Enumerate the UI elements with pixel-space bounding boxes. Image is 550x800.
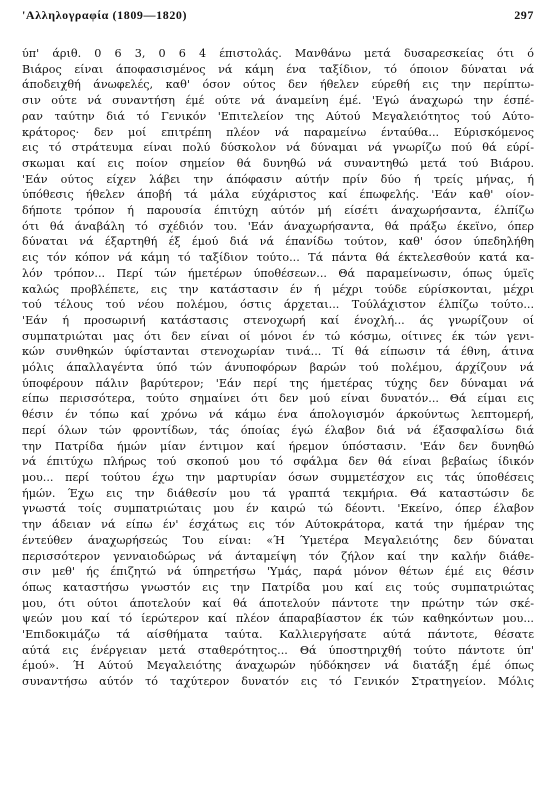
- text-line: περί όλων τών φροντίδων, τάς όποίας έγώ έλαβον διά νά έξασφαλίσω διά: [22, 423, 534, 437]
- text-line: ύπόθεσις ήθελεν άποβή τά μάλα εύχάριστος καί έπωφελής. 'Εάν καθ' οίον-: [22, 188, 534, 202]
- text-line: θέσιν έν τόπω καί χρόνω νά κάμω ένα άπολογισμόν άρκούντως λεπτομερή,: [22, 408, 534, 422]
- text-line: Βιάρος είναι άποφασισμένος νά κάμη ένα ταξίδιον, τό όποιον δύναται νά: [22, 62, 534, 76]
- text-line: σκωμαι καί εις ποίον σημείον θά δυνηθώ νά συναντηθώ μετά τού Βιάρου.: [22, 156, 534, 170]
- text-line: περισσότερον γενναιοδώρως νά άνταμείψη τόν ζήλον καί την καλήν διάθε-: [22, 549, 534, 563]
- text-line: εις τό στράτευμα είναι πολύ δύσκολον νά δύναμαι νά γνωρίζω πού θά εύρί-: [22, 141, 534, 155]
- text-line: μόλις άπαλλαγέντα ύπό τών άνυποφόρων βαρών τού πολέμου, άρχίζουν νά: [22, 361, 534, 375]
- text-line: συμπατριώται μας ότι δεν είναι οί μόνοι έν τώ κόσμω, οίτινες έκ τών γενι-: [22, 329, 534, 343]
- running-title: 'Αλληλογραφία (1809—1820): [22, 8, 188, 22]
- text-line: εις τόν κόπον νά κάμη τό ταξίδιον τούτο... Τά πάντα θά έκτελεσθούν κατά κα-: [22, 251, 534, 265]
- text-line: την Πατρίδα ήμών μίαν έντιμον καί ήρεμον ύπόστασιν. 'Εάν δεν δυνηθώ: [22, 439, 534, 453]
- page-number: 297: [514, 8, 534, 22]
- text-line: λόν τρόπον... Περί τών ήμετέρων ύποθέσεων... Θά παραμείνωσιν, όπως ύμεϊς: [22, 266, 534, 280]
- text-line: ψεών μου καί τό ίερώτερον καί πλέον άπαραβίαστον έκ τών καθηκόντων μου...: [22, 612, 534, 626]
- text-line: ύπ' άριθ. 0 6 3, 0 6 4 έπιστολάς. Μανθάνω μετά δυσαρεσκείας ότι ό: [22, 47, 534, 60]
- text-line: κράτορος· δεν μοί επιτρέπη πλέον νά παραμείνω ένταύθα... Εύρισκόμενος: [22, 125, 534, 139]
- text-line: καλώς προβλέπετε, εις την κατάστασιν έν ή μέχρι τούδε εύρίσκονται, μέχρι: [22, 282, 534, 296]
- text-line: ύποφέρουν πάλιν βαρύτερον; 'Εάν περί της ήμετέρας τύχης δεν δύναμαι νά: [22, 376, 534, 390]
- text-line: νά έπιτύχω πλήρως τού σκοπού μου τό σφάλμα δεν θά είναι βεβαίως ίδικόν: [22, 455, 534, 469]
- text-line: δύναται νά έξαρτηθή έξ έμού διά νά έπανίδω τούτον, καθ' όσον ύπεδηλήθη: [22, 235, 534, 249]
- text-line: σιν ούτε νά συναντήση έμέ ούτε νά άναμείνη έμέ. 'Εγώ άναχωρώ την έσπέ-: [22, 94, 534, 108]
- text-line: συναντήσω αύτόν τό ταχύτερον δυνατόν εις τό Γενικόν Στρατηγείον. Μόλις: [22, 675, 534, 689]
- text-line: γνωστά τοίς συμπατριώταις μου έν καιρώ τώ δέοντι. 'Εκείνο, όπερ έλαβον: [22, 502, 534, 516]
- text-line: όπως καταστήσω γνωστόν εις την Πατρίδα μου καί εις τούς συμπατριώτας: [22, 580, 534, 594]
- text-line: 'Εάν ούτος είχεν λάβει την άπόφασιν αύτήν πρίν δύο ή τρείς μήνας, ή: [22, 172, 534, 186]
- text-line: 'Εάν ή προσωρινή κατάστασις στενοχωρή καί ένοχλή... άς γνωρίζουν οί: [22, 313, 534, 327]
- page-header: [22, 8, 534, 26]
- text-line: 'Επιδοκιμάζω τά αίσθήματα ταύτα. Καλλιεργήσατε αύτά πάντοτε, θέσατε: [22, 628, 534, 642]
- text-line: ραν ταύτην διά τό Γενικόν 'Επιτελείον της Αύτού Μεγαλειότητος τού Αύτο-: [22, 109, 534, 123]
- text-line: άποδειχθή άνωφελές, καθ' όσον ούτος δεν ήθελεν εύρεθή εις την περίπτω-: [22, 78, 534, 92]
- text-line: κών συνθηκών ύφίστανται στενοχωρίαν τινά... Τί θά είπωσιν τά έθνη, άτινα: [22, 345, 534, 359]
- text-line: έντεύθεν άναχωρήσεώς Του είναι: «Ή Ύμετέρα Μεγαλειότης δεν δύναται: [22, 533, 534, 547]
- text-line: δήποτε τρόπον ή παρουσία έπιτύχη αύτόν μή είσέτι άναχωρήσαντα, έλπίζω: [22, 204, 534, 218]
- text-line: ήμών. Έχω εις την διάθεσίν μου τά γραπτά τεκμήρια. Θά καταστώσιν δε: [22, 486, 534, 500]
- text-line: έμού». Ή Αύτού Μεγαλειότης άναχωρών ηύδόκησεν νά διατάξη έμέ όπως: [22, 659, 534, 673]
- text-line: την άδειαν νά είπω έν' έσχάτως εις τόν Αύτοκράτορα, κατά την ήμέραν της: [22, 518, 534, 532]
- body-text: [22, 46, 534, 690]
- text-line: ότι θά άναβάλη τό σχέδιόν του. 'Εάν άναχωρήσαντα, θά πράξω έκεϊνο, όπερ: [22, 219, 534, 233]
- text-line: είπω περισσότερα, τούτο σημαίνει ότι δεν μού είναι δυνατόν... Θά είμαι εις: [22, 392, 534, 406]
- text-line: τού τέλους τού νέου πολέμου, όστις άρχεται... Τούλάχιστον έλπίζω τούτο...: [22, 298, 534, 312]
- text-line: μου... περί τούτου έχω την μαρτυρίαν όσων συμμετέσχον εις τάς ύποθέσεις: [22, 470, 534, 484]
- text-line: μου, ότι ούτοι άποτελούν καί θά άποτελούν πάντοτε την πρώτην τών σκέ-: [22, 596, 534, 610]
- text-line: αύτά εις ένέργειαν μετά σταθερότητος... Θά ύποστηριχθή τούτο πάντοτε ύπ': [22, 643, 534, 657]
- text-line: σιν μεθ' ής έπιζητώ νά ύπηρετήσω 'Υμάς, παρά μόνον θέτων έμέ εις θέσιν: [22, 565, 534, 579]
